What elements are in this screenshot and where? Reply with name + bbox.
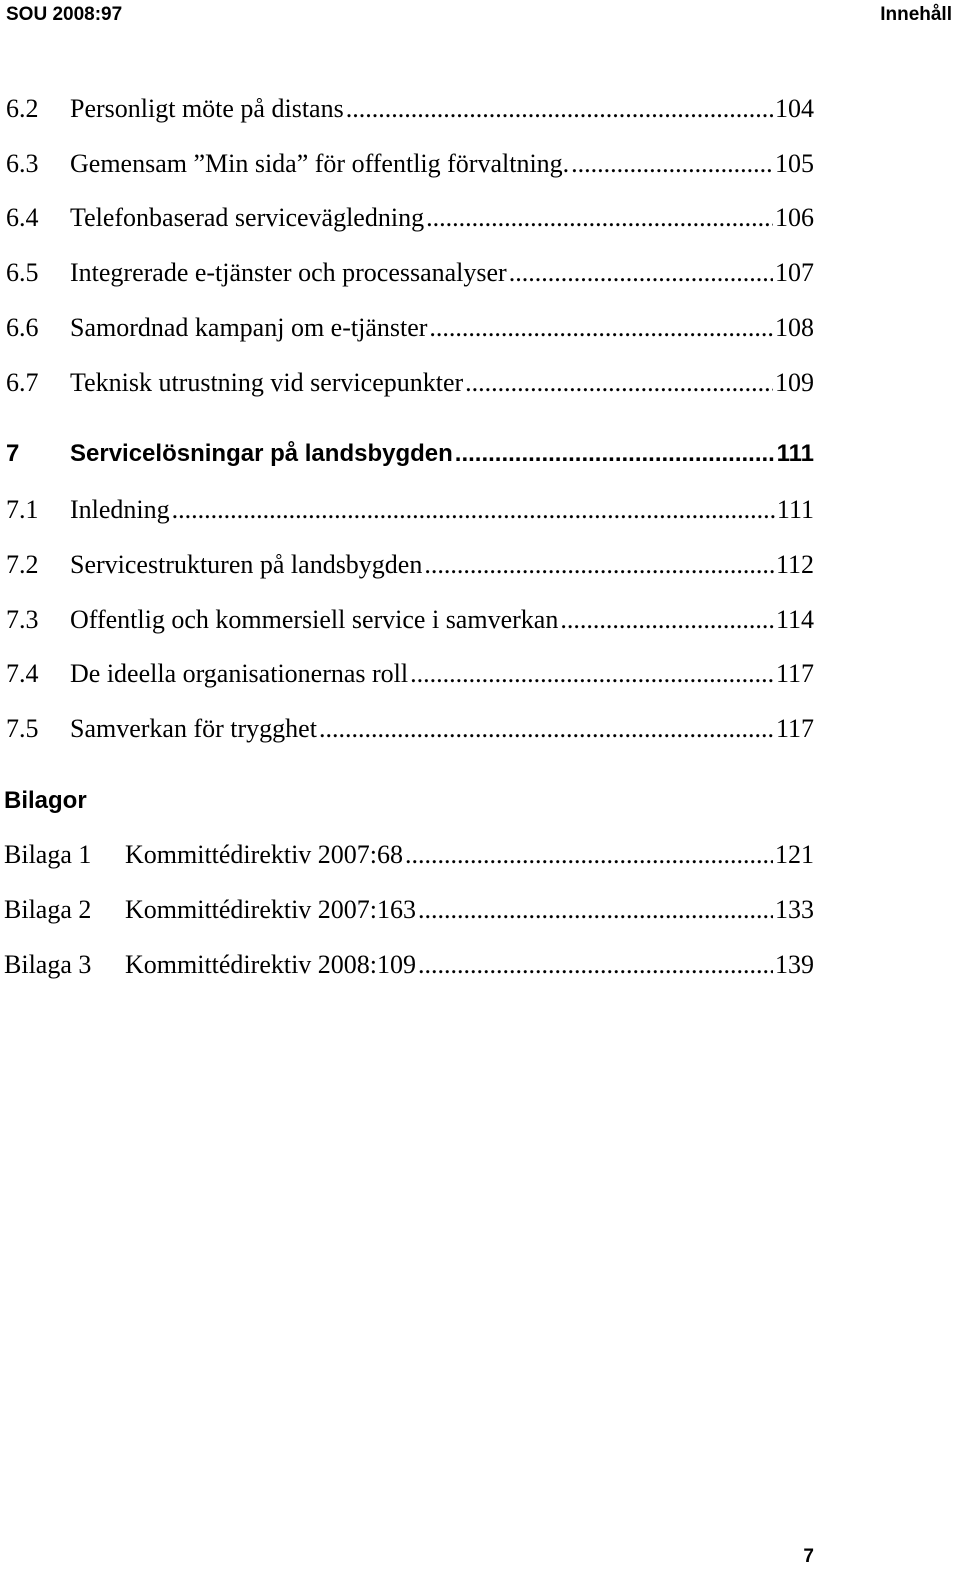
toc-entry[interactable]: [6, 147, 814, 181]
dot-leader: [509, 256, 773, 290]
toc-entry[interactable]: [6, 366, 814, 400]
toc-entry-title: De ideella organisationernas roll: [70, 659, 409, 688]
appendix-label: Bilaga 2: [4, 895, 92, 924]
toc-chapter[interactable]: [6, 437, 814, 471]
toc-entry-page: 107: [775, 258, 814, 287]
appendix-heading: Bilagor: [4, 787, 87, 814]
toc-entry[interactable]: [6, 256, 814, 290]
toc-entry-page: 117: [775, 714, 814, 743]
toc-entry-page: 104: [775, 94, 814, 123]
toc-entry-page: 108: [775, 313, 814, 342]
dot-leader: [346, 92, 773, 126]
appendix-label: Bilaga 1: [4, 840, 92, 869]
appendix-title: Kommittédirektiv 2007:68: [125, 840, 404, 869]
toc-entry[interactable]: [6, 92, 814, 126]
dot-leader: [429, 311, 773, 345]
toc-entry-title: Telefonbaserad servicevägledning: [70, 203, 425, 232]
toc-entry-title: Personligt möte på distans: [70, 94, 344, 123]
dot-leader: [571, 147, 773, 181]
dot-leader: [405, 838, 773, 872]
dot-leader: [418, 893, 773, 927]
toc-entry-number: 6.3: [6, 149, 39, 178]
toc-entry-title: Inledning: [70, 495, 170, 524]
appendix-page: 139: [775, 950, 814, 979]
toc-entry[interactable]: [6, 603, 814, 637]
toc-entry-number: 6.7: [6, 368, 39, 397]
toc-entry-title: Gemensam ”Min sida” för offentlig förvaltning.: [70, 149, 570, 178]
appendix-label: Bilaga 3: [4, 950, 92, 979]
toc-entry-number: 7.2: [6, 550, 39, 579]
toc-entry-title: Samordnad kampanj om e-tjänster: [70, 313, 428, 342]
appendix-entry[interactable]: [4, 893, 814, 927]
running-header-left: SOU 2008:97: [6, 4, 123, 25]
appendix-title: Kommittédirektiv 2007:163: [125, 895, 417, 924]
toc-entry-title: Samverkan för trygghet: [70, 714, 317, 743]
toc-entry[interactable]: [6, 201, 814, 235]
toc-entry-number: 6.5: [6, 258, 39, 287]
dot-leader: [410, 657, 774, 691]
toc-entry-title: Teknisk utrustning vid servicepunkter: [70, 368, 464, 397]
dot-leader: [560, 603, 774, 637]
appendix-page: 133: [775, 895, 814, 924]
toc-entry-page: 111: [776, 495, 814, 524]
toc-chapter-page: 111: [776, 440, 814, 467]
toc-entry[interactable]: [6, 493, 814, 527]
appendix-entry[interactable]: [4, 838, 814, 872]
dot-leader: [172, 493, 775, 527]
toc-entry-number: 7.3: [6, 605, 39, 634]
toc-entry[interactable]: [6, 548, 814, 582]
toc-entry[interactable]: [6, 657, 814, 691]
dot-leader: [319, 712, 774, 746]
toc-entry-page: 105: [775, 149, 814, 178]
toc-chapter-title: Servicelösningar på landsbygden: [70, 440, 453, 467]
toc-entry-number: 7.1: [6, 495, 39, 524]
page-number: 7: [803, 1546, 814, 1567]
appendix-entry[interactable]: [4, 948, 814, 982]
toc-entry-page: 109: [775, 368, 814, 397]
toc-entry-title: Offentlig och kommersiell service i samverkan: [70, 605, 559, 634]
running-header-right: Innehåll: [880, 4, 952, 25]
dot-leader: [455, 437, 775, 471]
toc-entry-page: 106: [775, 203, 814, 232]
dot-leader: [465, 366, 773, 400]
appendix-page: 121: [775, 840, 814, 869]
toc-entry-page: 114: [775, 605, 814, 634]
toc-entry[interactable]: [6, 311, 814, 345]
toc-entry-page: 112: [775, 550, 814, 579]
dot-leader: [426, 201, 773, 235]
toc-entry-page: 117: [775, 659, 814, 688]
toc-entry-title: Integrerade e-tjänster och processanalyser: [70, 258, 507, 287]
toc-entry-number: 7.4: [6, 659, 39, 688]
toc-entry[interactable]: [6, 712, 814, 746]
toc-entry-number: 6.6: [6, 313, 39, 342]
appendix-title: Kommittédirektiv 2008:109: [125, 950, 417, 979]
dot-leader: [424, 548, 774, 582]
toc-entry-number: 7.5: [6, 714, 39, 743]
toc-entry-number: 6.2: [6, 94, 39, 123]
toc-entry-number: 6.4: [6, 203, 39, 232]
toc-entry-title: Servicestrukturen på landsbygden: [70, 550, 423, 579]
toc-chapter-number: 7: [6, 440, 20, 467]
dot-leader: [418, 948, 773, 982]
